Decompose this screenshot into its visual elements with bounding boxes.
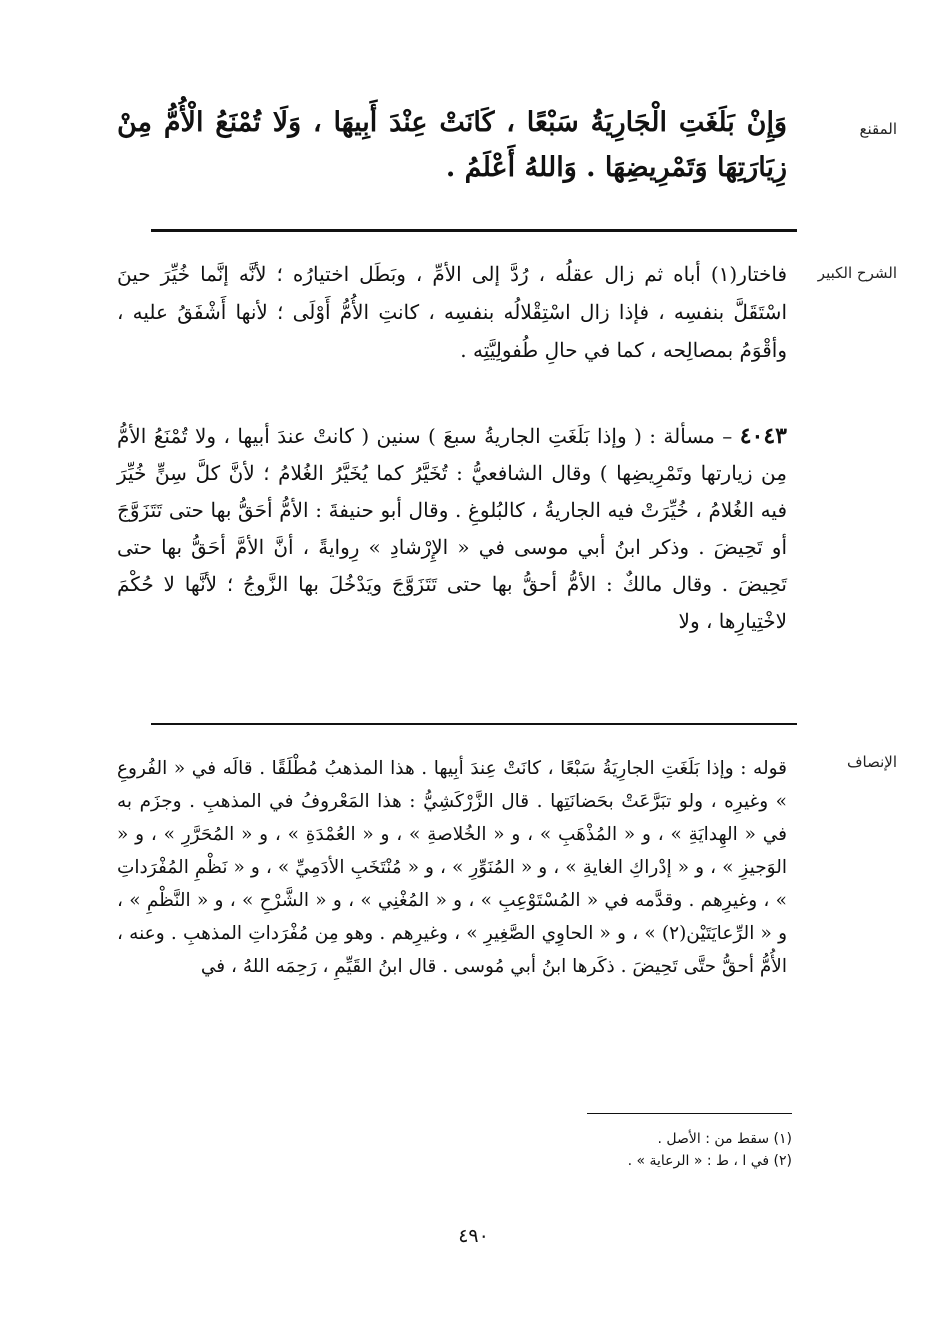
- footnote-divider: [587, 1113, 792, 1114]
- footnotes: [392, 1128, 792, 1172]
- section-label-insaf: الإنصاف: [846, 753, 897, 771]
- muqni-text: وَإِنْ بَلَغَتِ الْجَارِيَةُ سَبْعًا ، كَانَتْ عِنْدَ أَبِيهَا ، وَلَا تُمْنَعُ الْأُمُّ مِنْ زِيَارَتِهَا وَتَمْرِيضِهَا . وَاللهُ أَعْلَمُ .: [117, 107, 787, 183]
- footnote-1: (١) سقط من : الأصل .: [657, 1131, 792, 1147]
- masala-number: ٤٠٤٣: [739, 423, 787, 449]
- sharh-paragraph-2: [117, 418, 787, 640]
- footnote-2: (٢) في ا ، ط : « الرعاية » .: [627, 1153, 792, 1169]
- section-label-muqni: المقنع: [859, 120, 897, 138]
- section-divider-thick: [151, 229, 797, 232]
- section-label-sharh: الشرح الكبير: [817, 264, 897, 282]
- section-divider-thin: [151, 723, 797, 725]
- sharh-paragraph-1: فاختار(١) أباه ثم زال عقلُه ، رُدَّ إلى الأمِّ ، وبَطَل اختيارُه ؛ لأنَّه إنَّما خُيِّرَ حينَ اسْتَقَلَّ بنفسِه ، فإذا زال اسْتِقْلالُه بنفسِه ، كانتِ الأُمُّ أَوْلَى ؛ لأنها أَشْفَقُ عليه ، وأقْوَمُ بمصالِحه ، كما في حالِ طُفولِيَّتِه .: [117, 262, 787, 362]
- masala-text: – مسألة : ( وإذا بَلَغَتِ الجاريةُ سبعَ ) سنين ( كانتْ عندَ أبيها ، ولا تُمْنَعُ الأمُّ مِن زيارتها وتَمْرِيضِها ) وقال الشافعيُّ : تُخَيَّرُ كما يُخَيَّرُ الغُلامُ ؛ لأنَّ كلَّ سِنٍّ خُيِّرَ فيه الغُلامُ ، خُيِّرَتْ فيه الجاريةُ ، كالبُلوغِ . وقال أبو حنيفةَ : الأمُّ أحَقُّ بها حتى تَتَزَوَّجَ أو تَحِيضَ . وذكر ابنُ أبي موسى في « الإِرْشادِ » رِوايةً ، أنَّ الأمَّ أحَقُّ بها حتى تَحِيضَ . وقال مالكٌ : الأمُّ أحقُّ بها حتى تَتَزَوَّجَ ويَدْخُلَ بها الزَّوجُ ؛ لأنَّها لا حُكْمَ لاخْتِيارِها ، ولا: [117, 424, 787, 633]
- insaf-text: قوله : وإذا بَلَغَتِ الجارِيَةُ سَبْعًا ، كانَتْ عِندَ أبِيها . هذا المذهبُ مُطْلَقًا . قالَه في « الفُروعِ » وغيرِه ، ولو تبَرَّعَتْ بحَضانَتِها . قال الزَّرْكَشِيُّ : هذا المَعْروفُ في المذهبِ . وجزَم به في « الهِدايَةِ » ، و « المُذْهَبِ » ، و « الخُلاصةِ » ، و « العُمْدَةِ » ، و « المُحَرَّرِ » ، و « الوَجيزِ » ، و « إدْراكِ الغايةِ » ، و « المُنَوِّرِ » ، و « مُنْتَخَبِ الأدَمِيِّ » ، و « نَظْمِ المُفْرَداتِ » ، وغيرِهم . وقدَّمه في « المُسْتَوْعِبِ » ، و « المُغْنِي » ، و « الشَّرْحِ » ، و « النَّظْمِ » ، و « الرِّعايَتَيْن(٢) » ، و « الحاوِي الصَّغِيرِ » ، وغيرِهم . وهو مِن مُفْرَداتِ المذهبِ . وعنه ، الأُمُّ أحقُّ حتَّى تَحِيضَ . ذكَرها ابنُ أبي مُوسى . قال ابنُ القَيِّمِ ، رَحِمَه اللهُ ، في: [117, 758, 787, 977]
- page-number: ٤٩٠: [458, 1225, 489, 1247]
